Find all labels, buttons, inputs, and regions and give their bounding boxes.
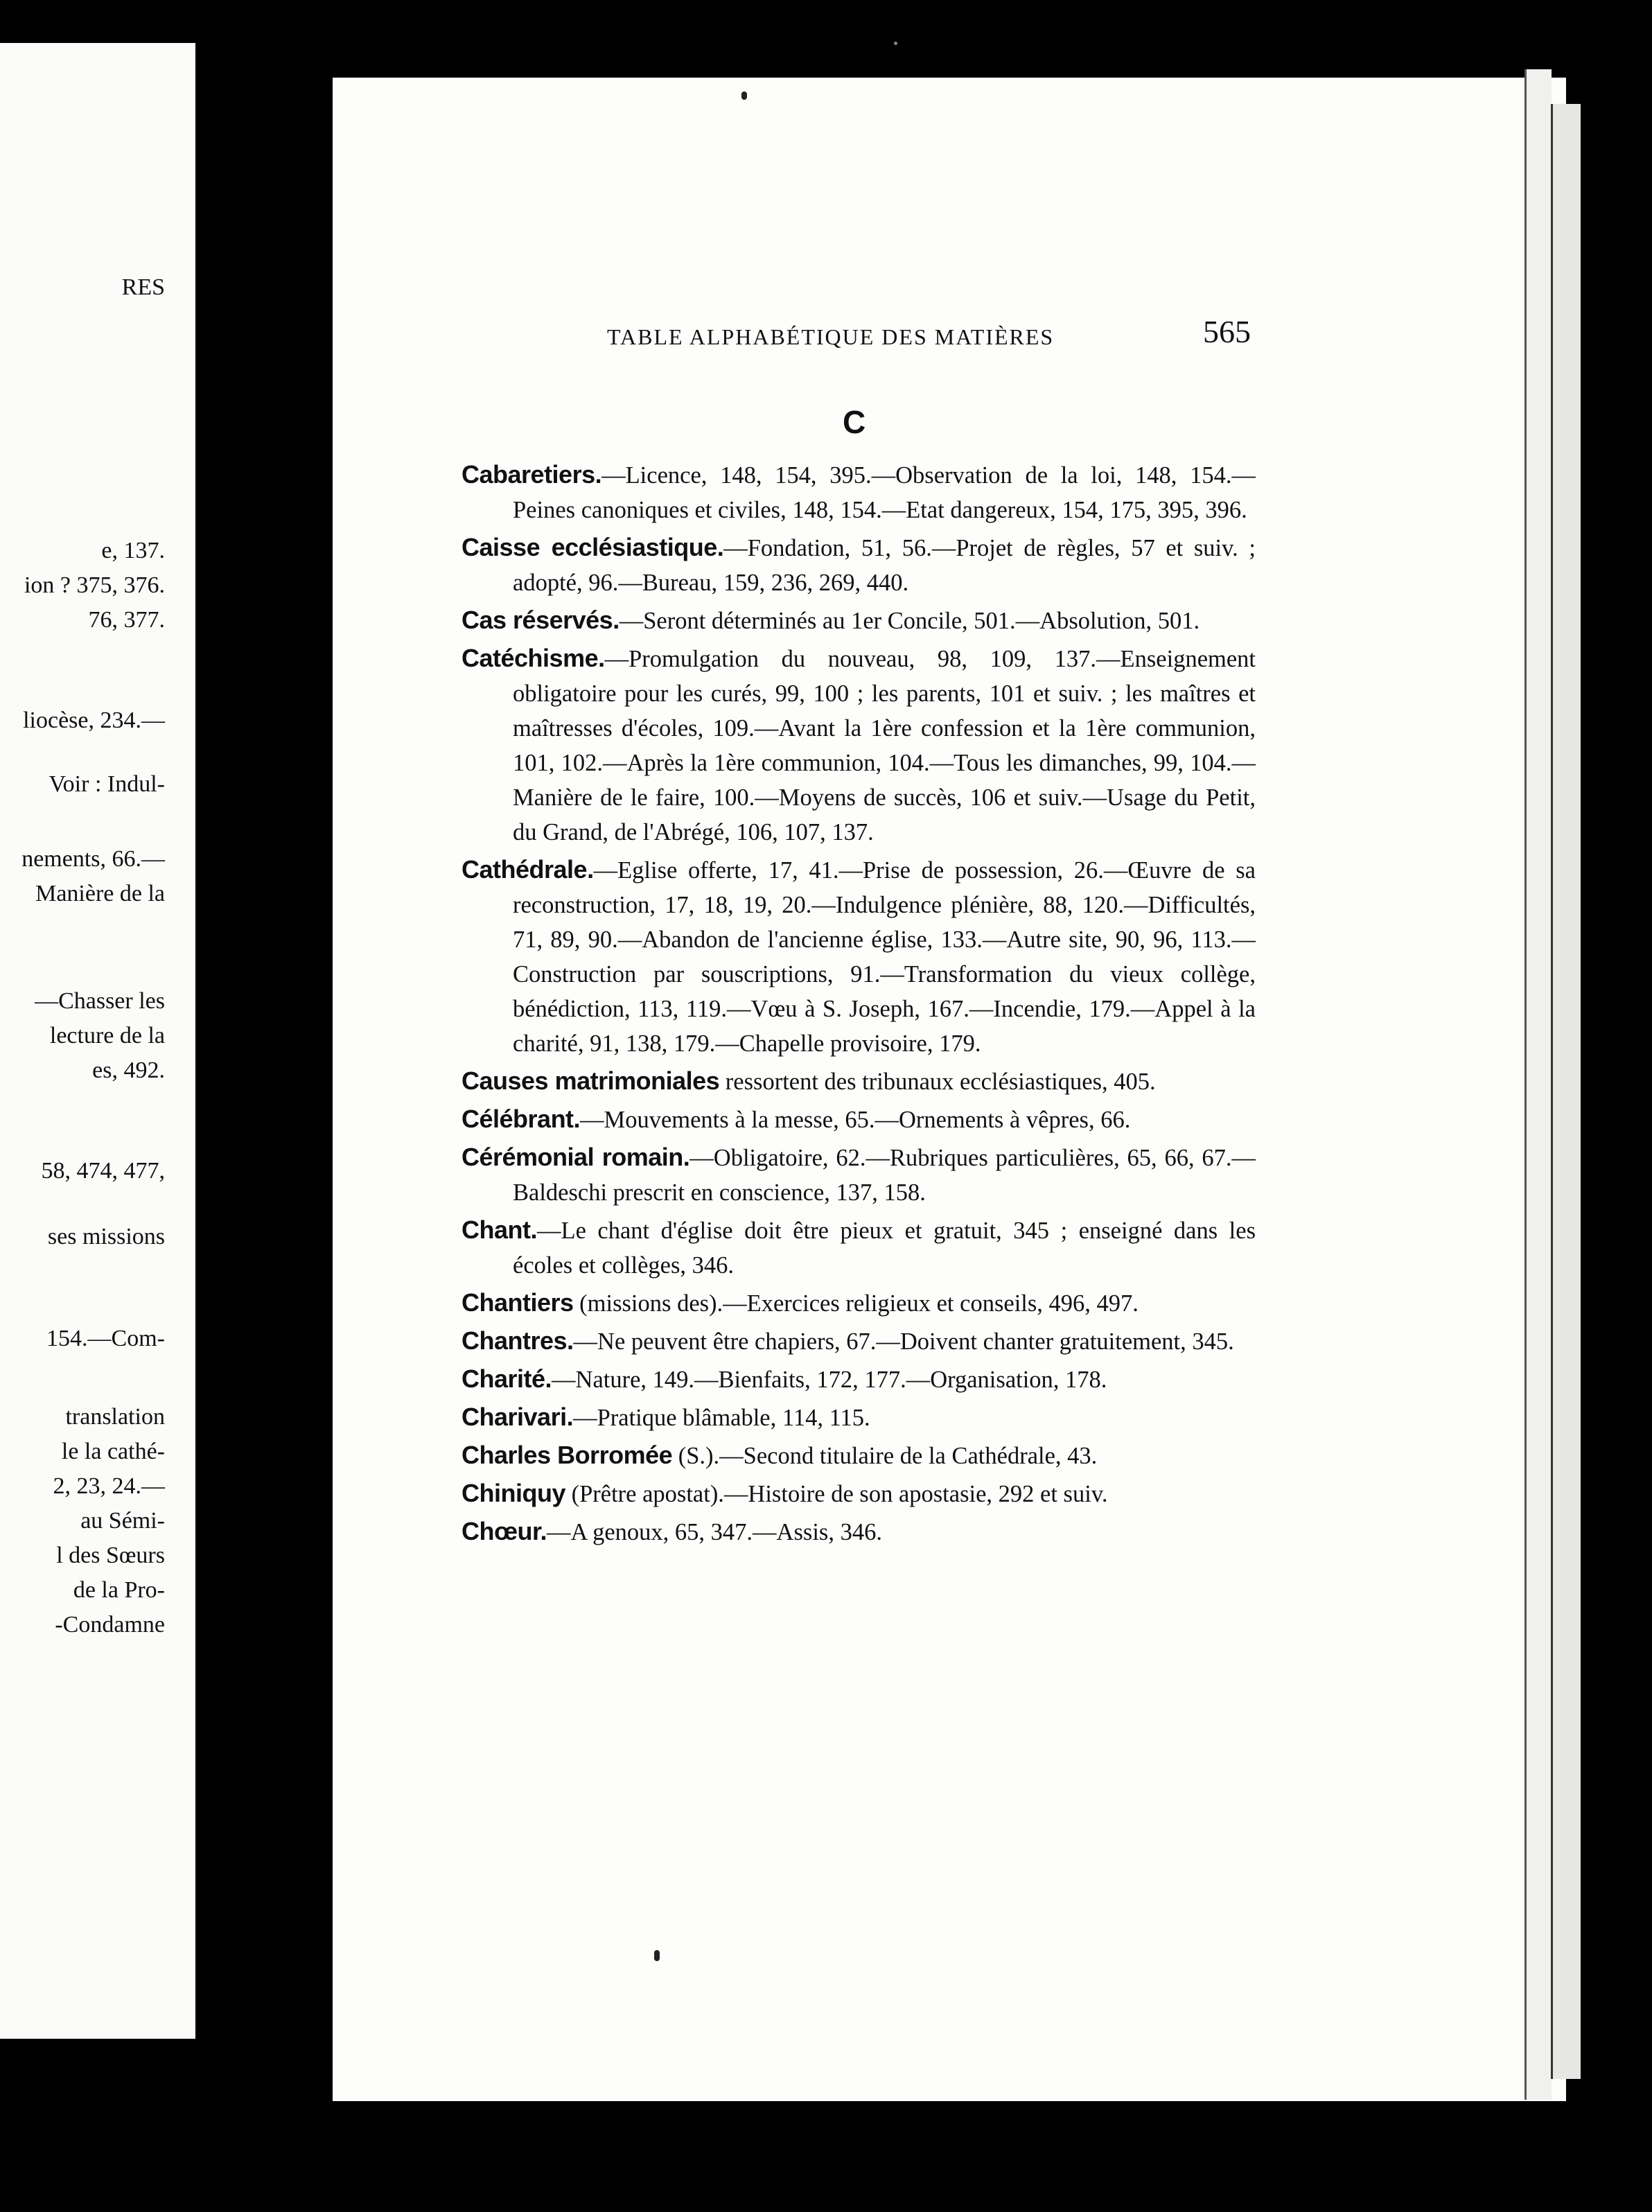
index-entry — [462, 852, 1256, 1061]
entry-text: (Prêtre apostat).—Histoire de son apostasie, 292 et suiv. — [565, 1481, 1108, 1507]
entry-headword: Causes matrimoniales — [462, 1066, 720, 1095]
left-page-text-fragment: le la cathé- — [61, 1439, 165, 1464]
entry-headword: Chant. — [462, 1215, 537, 1244]
entry-text: —Seront déterminés au 1er Concile, 501.—Absolution, 501. — [619, 608, 1200, 634]
left-page-text-fragment: e, 137. — [101, 538, 165, 563]
entry-headword: Chœur. — [462, 1517, 547, 1545]
index-entry — [462, 1476, 1256, 1511]
index-entry — [462, 1324, 1256, 1359]
entry-text: —Pratique blâmable, 114, 115. — [573, 1405, 870, 1431]
entry-headword: Cabaretiers. — [462, 460, 602, 489]
left-page-text-fragment: RES — [121, 274, 165, 300]
left-page-text-fragment: lecture de la — [49, 1023, 165, 1048]
left-page-text-fragment: 154.—Com- — [46, 1326, 165, 1351]
index-entry — [462, 1438, 1256, 1473]
index-entries — [462, 457, 1256, 1550]
left-page-text-fragment: au Sémi- — [80, 1508, 165, 1534]
entry-headword: Caisse ecclésiastique. — [462, 533, 724, 561]
left-page-text-fragment: ses missions — [47, 1224, 165, 1249]
index-entry — [462, 457, 1256, 527]
index-entry — [462, 1140, 1256, 1210]
entry-text: —Ne peuvent être chapiers, 67.—Doivent chanter gratuitement, 345. — [573, 1328, 1234, 1355]
page-number: 565 — [1203, 314, 1251, 349]
ink-speck — [741, 91, 747, 100]
left-page-text-fragment: Manière de la — [35, 881, 165, 906]
entry-text: —Nature, 149.—Bienfaits, 172, 177.—Organisation, 178. — [552, 1367, 1107, 1393]
entry-headword: Chiniquy — [462, 1479, 565, 1507]
left-page-text-fragment: es, 492. — [92, 1057, 165, 1083]
left-page-text-fragment: translation — [65, 1404, 165, 1430]
entry-headword: Chantiers — [462, 1288, 574, 1317]
page-edge — [1551, 104, 1581, 2079]
left-facing-page — [0, 43, 195, 2039]
left-page-text-fragment: nements, 66.— — [21, 846, 165, 872]
left-page-text-fragment: ion ? 375, 376. — [24, 572, 165, 598]
left-page-text-fragment: 2, 23, 24.— — [53, 1473, 165, 1499]
entry-text: (S.).—Second titulaire de la Cathédrale, 43. — [672, 1443, 1098, 1469]
left-page-text-fragment: liocèse, 234.— — [23, 708, 165, 733]
left-page-text-fragment: -Condamne — [55, 1612, 165, 1638]
index-entry — [462, 603, 1256, 638]
index-entry — [462, 641, 1256, 850]
left-page-text-fragment: 76, 377. — [88, 607, 165, 633]
entry-headword: Charivari. — [462, 1403, 574, 1431]
entry-text: —Licence, 148, 154, 395.—Observation de la loi, 148, 154.—Peines canoniques et civiles, 148, 154.—Etat dangereux, 154, 175, 395, 396. — [513, 462, 1256, 523]
entry-text: —Obligatoire, 62.—Rubriques particulières, 65, 66, 67.—Baldeschi prescrit en conscience, 137, 158. — [513, 1145, 1256, 1206]
entry-text: —Fondation, 51, 56.—Projet de règles, 57 et suiv. ; adopté, 96.—Bureau, 159, 236, 269, 440. — [513, 535, 1256, 596]
entry-text: —Eglise offerte, 17, 41.—Prise de possession, 26.—Œuvre de sa reconstruction, 17, 18, 19, 20.—Indulgence plénière, 88, 120.—Difficultés, 71, 89, 90.—Abandon de l'ancienne église, 133.—Autre site, 90, 96, 113.—Construction par souscriptions, 91.—Transformation du vieux collège, bénédiction, 113, 119.—Vœu à S. Joseph, 167.—Incendie, 179.—Appel à la charité, 91, 138, 179.—Chapelle provisoire, 179. — [513, 857, 1256, 1057]
index-entry — [462, 1213, 1256, 1283]
entry-text: —Mouvements à la messe, 65.—Ornements à vêpres, 66. — [580, 1107, 1131, 1133]
entry-headword: Cérémonial romain. — [462, 1143, 690, 1171]
index-entry — [462, 530, 1256, 600]
index-entry — [462, 1285, 1256, 1321]
index-entry — [462, 1400, 1256, 1435]
index-entry — [462, 1102, 1256, 1137]
left-page-text-fragment: l des Sœurs — [56, 1543, 165, 1568]
entry-headword: Cathédrale. — [462, 855, 594, 884]
entry-text: —A genoux, 65, 347.—Assis, 346. — [546, 1519, 882, 1545]
entry-text: (missions des).—Exercices religieux et conseils, 496, 497. — [573, 1290, 1139, 1317]
entry-text: —Promulgation du nouveau, 98, 109, 137.—Enseignement obligatoire pour les curés, 99, 100 ; les parents, 101 et suiv. ; les maîtres et maîtresses d'écoles, 109.—Avant la 1ère confession et la 1ère communion, 101, 102.—Après la 1ère communion, 104.—Tous les dimanches, 99, 104.—Manière de le faire, 100.—Moyens de succès, 106 et suiv.—Usage du Petit, du Grand, de l'Abrégé, 106, 107, 137. — [513, 646, 1256, 845]
entry-headword: Chantres. — [462, 1326, 574, 1355]
entry-headword: Catéchisme. — [462, 644, 605, 672]
index-entry — [462, 1362, 1256, 1397]
entry-headword: Charité. — [462, 1364, 552, 1393]
ink-speck — [894, 42, 897, 45]
left-page-text-fragment: —Chasser les — [35, 988, 165, 1014]
entry-headword: Célébrant. — [462, 1105, 581, 1133]
entry-headword: Cas réservés. — [462, 606, 620, 634]
index-entry — [462, 1064, 1256, 1099]
left-page-text-fragment: de la Pro- — [73, 1577, 165, 1603]
entry-text: —Le chant d'église doit être pieux et gratuit, 345 ; enseigné dans les écoles et collèges, 346. — [513, 1218, 1256, 1279]
entry-headword: Charles Borromée — [462, 1441, 673, 1469]
page-edge — [1524, 69, 1552, 2100]
running-head: TABLE ALPHABÉTIQUE DES MATIÈRES — [607, 324, 1055, 349]
left-page-text-fragment: Voir : Indul- — [49, 771, 165, 797]
section-letter: C — [843, 404, 866, 440]
ink-speck — [654, 1950, 660, 1961]
left-page-text-fragment: 58, 474, 477, — [41, 1158, 165, 1184]
entry-text: ressortent des tribunaux ecclésiastiques, 405. — [719, 1069, 1156, 1095]
index-entry — [462, 1514, 1256, 1550]
